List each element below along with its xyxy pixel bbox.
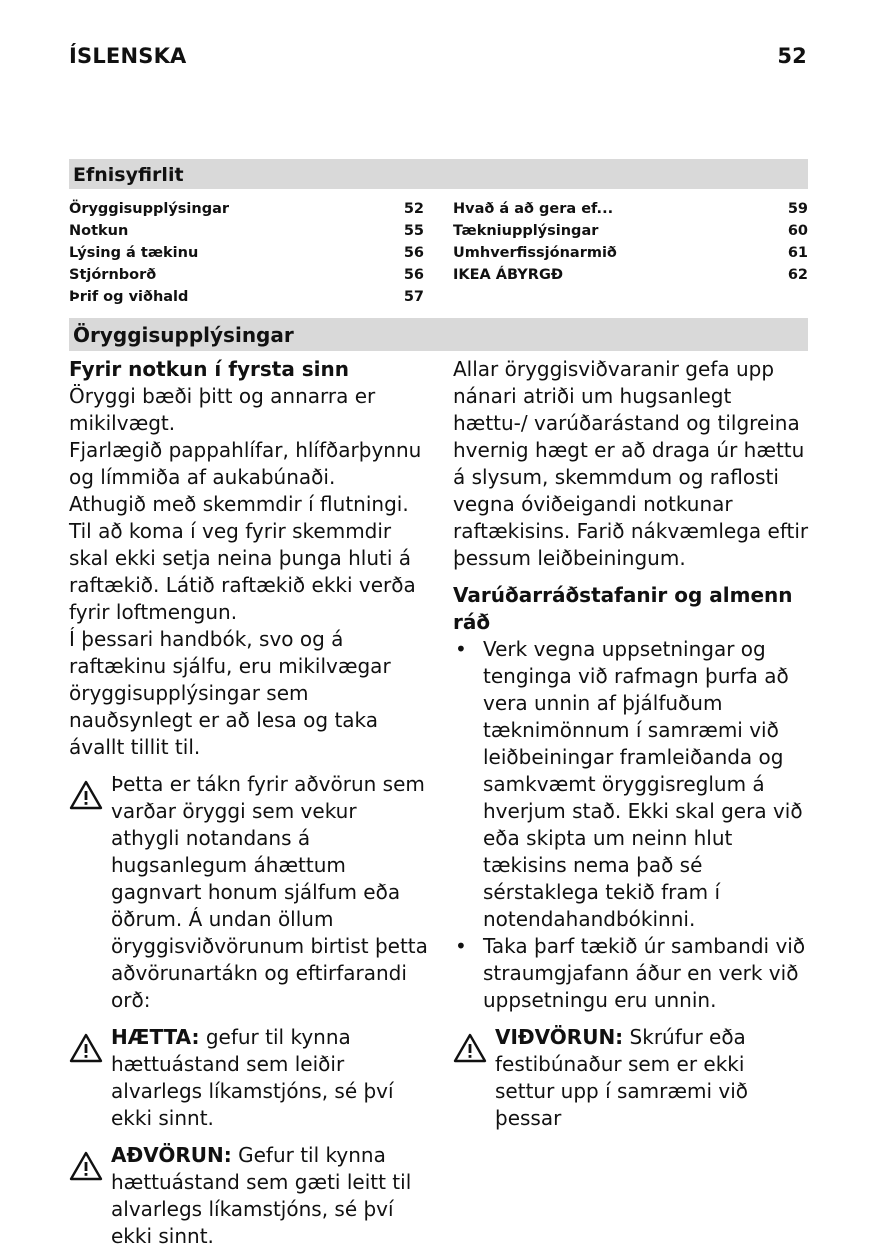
language-label: ÍSLENSKA — [69, 44, 187, 68]
page-number: 52 — [777, 44, 807, 68]
toc-entry[interactable]: Lýsing á tækinu 56 — [69, 245, 424, 261]
toc-entry[interactable]: Umhverfissjónarmið 61 — [453, 245, 808, 261]
danger-note — [69, 1024, 429, 1132]
danger-label: HÆTTA: — [111, 1025, 200, 1049]
left-text-column — [69, 356, 429, 1250]
list-item: • Taka þarf tækið úr sambandi við straumgjafann áður en verk við uppsetningu eru unnin. — [453, 933, 809, 1014]
caution-label: VIÐVÖRUN: — [495, 1025, 624, 1049]
warning-text: Gefur til kynna hættuástand sem gæti leitt til alvarlegs líkamstjóns, sé því ekki sinnt. — [111, 1143, 412, 1248]
warning-symbol-text: Þetta er tákn fyrir aðvörun sem varðar öryggi sem vekur athygli notandans á hugsanlegum áhættum gagnvart honum sjálfum eða öðrum. Á undan öllum öryggisviðvörunum birtist þetta aðvörunartákn og eftirfarandi orð: — [111, 772, 428, 1012]
toc-entry[interactable]: Stjórnborð 56 — [69, 267, 424, 283]
warning-note — [69, 1142, 429, 1250]
safety-section-heading: Öryggisupplýsingar — [69, 318, 808, 351]
toc-entry[interactable]: Öryggisupplýsingar 52 — [69, 201, 424, 217]
list-item: • Verk vegna uppsetningar og tenginga við rafmagn þurfa að vera unnin af þjálfuðum tæknimönnum í samræmi við leiðbeiningar framleiðanda og samkvæmt öryggisreglum á hverjum stað. Ekki skal gera við eða skipta um neinn hlut tækisins nema það sé sérstaklega tekið fram í notendahandbókinni. — [453, 636, 809, 933]
warning-triangle-icon — [69, 1033, 103, 1063]
toc-entry[interactable]: Tækniupplýsingar 60 — [453, 223, 808, 239]
right-text-column — [453, 356, 809, 1132]
caution-note — [453, 1024, 809, 1132]
warning-triangle-icon — [453, 1033, 487, 1063]
warning-symbol-note — [69, 771, 429, 1014]
paragraph: Í þessari handbók, svo og á raftækinu sjálfu, eru mikilvægar öryggisupplýsingar sem nauðsynlegt er að lesa og taka ávallt tillit til. — [69, 627, 391, 759]
danger-text: gefur til kynna hættuástand sem leiðir alvarlegs líkamstjóns, sé því ekki sinnt. — [111, 1025, 394, 1130]
toc-entry[interactable]: Þrif og viðhald 57 — [69, 289, 424, 305]
toc-left-column — [69, 198, 424, 308]
precautions-list — [453, 636, 809, 1014]
toc-heading: Efnisyfirlit — [69, 159, 808, 189]
warning-triangle-icon — [69, 1151, 103, 1181]
warning-triangle-icon — [69, 780, 103, 810]
toc-entry[interactable]: Hvað á að gera ef... 59 — [453, 201, 808, 217]
caution-text: Skrúfur eða festibúnaður sem er ekki settur upp í samræmi við þessar — [495, 1025, 749, 1130]
paragraph: Allar öryggisviðvaranir gefa upp nánari atriði um hugsanlegt hættu-/ varúðarástand og tilgreina hvernig hægt er að draga úr hættu á slysum, skemmdum og raflosti vegna óviðeigandi notkunar raftækisins. Farið nákvæmlega eftir þessum leiðbeiningum. — [453, 357, 809, 570]
paragraph: Athugið með skemmdir í flutningi. Til að koma í veg fyrir skemmdir skal ekki setja neina þunga hluti á raftækið. Látið raftækið ekki verða fyrir loftmengun. — [69, 492, 416, 624]
precautions-heading: Varúðarráðstafanir og almenn ráð — [453, 583, 793, 634]
paragraph: Fjarlægið pappahlífar, hlífðarþynnu og límmiða af aukabúnaði. — [69, 438, 422, 489]
toc-right-column — [453, 198, 808, 286]
paragraph: Öryggi bæði þitt og annarra er mikilvægt. — [69, 384, 376, 435]
warning-label: AÐVÖRUN: — [111, 1143, 232, 1167]
toc-entry[interactable]: Notkun 55 — [69, 223, 424, 239]
toc-entry[interactable]: IKEA ÁBYRGÐ 62 — [453, 267, 808, 283]
first-use-heading: Fyrir notkun í fyrsta sinn — [69, 357, 350, 381]
